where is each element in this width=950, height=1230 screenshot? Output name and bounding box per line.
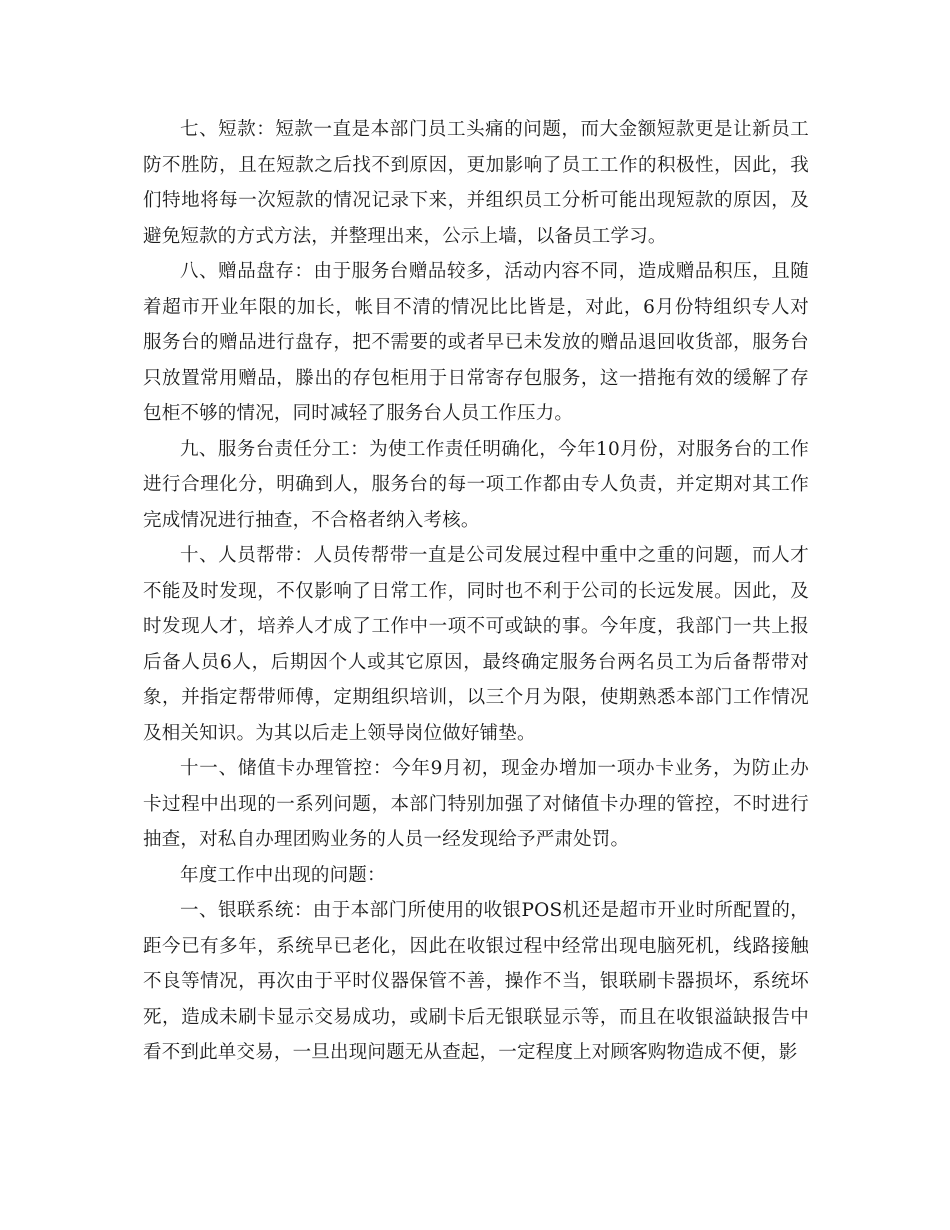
section-heading-problems: 年度工作中出现的问题： [180,864,386,886]
document-body [143,112,809,1071]
paragraph-stored-value-card: 十一、储值卡办理管控：今年9月初，现金办增加一项办卡业务，为防止办卡过程中出现的一系列问题，本部门特别加强了对储值卡办理的管控，不时进行抽查，对私自办理团购业务的人员一经发现给予严肃处罚。 [143,758,809,850]
paragraph-shortage: 七、短款：短款一直是本部门员工头痛的问题，而大金额短款更是让新员工防不胜防，且在短款之后找不到原因，更加影响了员工工作的积极性，因此，我们特地将每一次短款的情况记录下来，并组织员工分析可能出现短款的原因，及避免短款的方式方法，并整理出来，公示上墙，以备员工学习。 [143,119,809,247]
paragraph-service-desk-duties: 九、服务台责任分工：为使工作责任明确化，今年10月份，对服务台的工作进行合理化分，明确到人，服务台的每一项工作都由专人负责，并定期对其工作完成情况进行抽查，不合格者纳入考核。 [143,438,809,531]
paragraph-gift-inventory: 八、赠品盘存：由于服务台赠品较多，活动内容不同，造成赠品积压，且随着超市开业年限的加长，帐目不清的情况比比皆是，对此，6月份特组织专人对服务台的赠品进行盘存，把不需要的或者早已未发放的赠品退回收货部，服务台只放置常用赠品，滕出的存包柜用于日常寄存包服务，这一措拖有效的缓解了存包柜不够的情况，同时减轻了服务台人员工作压力。 [143,261,809,424]
paragraph-unionpay-system: 一、银联系统：由于本部门所使用的收银POS机还是超市开业时所配置的，距今已有多年，系统早已老化，因此在收银过程中经常出现电脑死机，线路接触不良等情况，再次由于平时仪器保管不善，操作不当，银联刷卡器损坏，系统坏死，造成未刷卡显示交易成功，或刷卡后无银联显示等，而且在收银溢缺报告中看不到此单交易，一旦出现问题无从查起，一定程度上对顾客购物造成不便，影 [143,900,809,1063]
paragraph-staff-mentoring: 十、人员帮带：人员传帮带一直是公司发展过程中重中之重的问题，而人才不能及时发现，不仅影响了日常工作，同时也不利于公司的长远发展。因此，及时发现人才，培养人才成了工作中一项不可或缺的事。今年度，我部门一共上报后备人员6人，后期因个人或其它原因，最终确定服务台两名员工为后备帮带对象，并指定帮带师傅，定期组织培训，以三个月为限，使期熟悉本部门工作情况及相关知识。为其以后走上领导岗位做好铺垫。 [143,545,809,744]
